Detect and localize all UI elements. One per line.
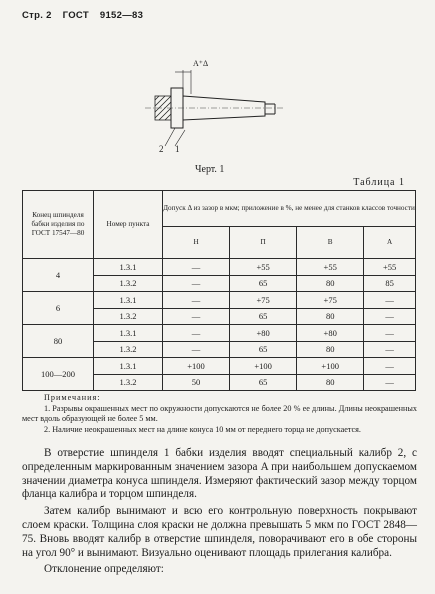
cell-v: +55 [297,259,364,276]
cell-a: — [364,341,416,358]
cell-v: 80 [297,308,364,325]
table-row [23,292,416,309]
cell-spindle: 4 [23,259,94,292]
col-item-header: Номер пункта [94,191,163,259]
cell-h: — [163,341,230,358]
cell-p: +55 [230,259,297,276]
cell-item: 1.3.2 [94,374,163,391]
leader-label-1: 1 [175,144,180,154]
table-row [23,325,416,342]
table-title: Таблица 1 [353,177,405,188]
cell-a: +55 [364,259,416,276]
class-header: А [364,227,416,259]
paragraph-3: Отклонение определяют: [44,563,164,576]
cell-spindle: 100—200 [23,358,94,391]
cell-a: — [364,374,416,391]
cell-p: 65 [230,374,297,391]
cell-h: — [163,259,230,276]
cell-a: — [364,358,416,375]
table-row [23,259,416,276]
cell-p: 65 [230,341,297,358]
cell-v: 80 [297,275,364,292]
cell-h: — [163,275,230,292]
cell-spindle: 6 [23,292,94,325]
page-header [22,10,151,21]
cell-a: — [364,325,416,342]
standard-label: ГОСТ [62,10,89,21]
cell-v: +80 [297,325,364,342]
note-2: 2. Наличие неокрашенных мест на длине конуса 10 мм от переднего торца не допускается. [44,424,361,434]
tolerance-table [22,190,416,391]
body-text [22,447,417,580]
col-group-header: Допуск Δ из зазор в мкм; приложение в %, не менее для станков классов точности [163,191,416,227]
cell-h: +100 [163,358,230,375]
cell-item: 1.3.1 [94,325,163,342]
cell-spindle: 80 [23,325,94,358]
standard-number: 9152—83 [99,10,144,21]
cell-h: — [163,292,230,309]
page-number: Стр. 2 [22,10,52,21]
note-1: 1. Разрывы окрашенных мест по окружности допускаются не более 20 % ее длины. Длины неокрашенных мест вдоль образующей не более 5 мм. [22,403,417,423]
table-row [23,358,416,375]
cell-p: +80 [230,325,297,342]
cell-a: — [364,308,416,325]
leader-label-2: 2 [159,144,164,154]
notes-title: Примечания: [44,393,101,402]
cell-p: +100 [230,358,297,375]
cell-v: +75 [297,292,364,309]
table-notes [22,393,417,435]
cell-item: 1.3.1 [94,292,163,309]
cell-p: +75 [230,292,297,309]
col-spindle-header: Конец шпинделя бабки изделия по ГОСТ 17547—80 [23,191,94,259]
cell-a: 85 [364,275,416,292]
class-header: Н [163,227,230,259]
cell-p: 65 [230,275,297,292]
spindle-drawing [145,58,295,158]
cell-h: — [163,325,230,342]
cell-a: — [364,292,416,309]
cell-item: 1.3.2 [94,308,163,325]
dimension-label: A⁺Δ [193,59,209,68]
cell-item: 1.3.1 [94,358,163,375]
figure-caption: Черт. 1 [195,164,225,175]
cell-v: 80 [297,341,364,358]
cell-item: 1.3.2 [94,275,163,292]
paragraph-2: Затем калибр вынимают и всю его контрольную поверхность покрывают слоем краски. Толщина слоя краски не должна превышать 5 мкм по ГОСТ 2848—75. Вновь вводят калибр в отверстие шпинделя, поворачивают его в обе стороны на угол 90° и вынимают. Визуально оценивают площадь прилегания калибра. [22,505,417,559]
cell-h: 50 [163,374,230,391]
paragraph-1: В отверстие шпинделя 1 бабки изделия вводят специальный калибр 2, с определенным маркированным значением зазора A при наибольшем допускаемом значении диаметра конуса шпинделя. Измеряют фактический зазор между торцом фланца калибра и торцом шпинделя. [22,447,417,501]
class-header: В [297,227,364,259]
cell-v: 80 [297,374,364,391]
cell-v: +100 [297,358,364,375]
cell-p: 65 [230,308,297,325]
cell-item: 1.3.2 [94,341,163,358]
class-header: П [230,227,297,259]
cell-item: 1.3.1 [94,259,163,276]
cell-h: — [163,308,230,325]
